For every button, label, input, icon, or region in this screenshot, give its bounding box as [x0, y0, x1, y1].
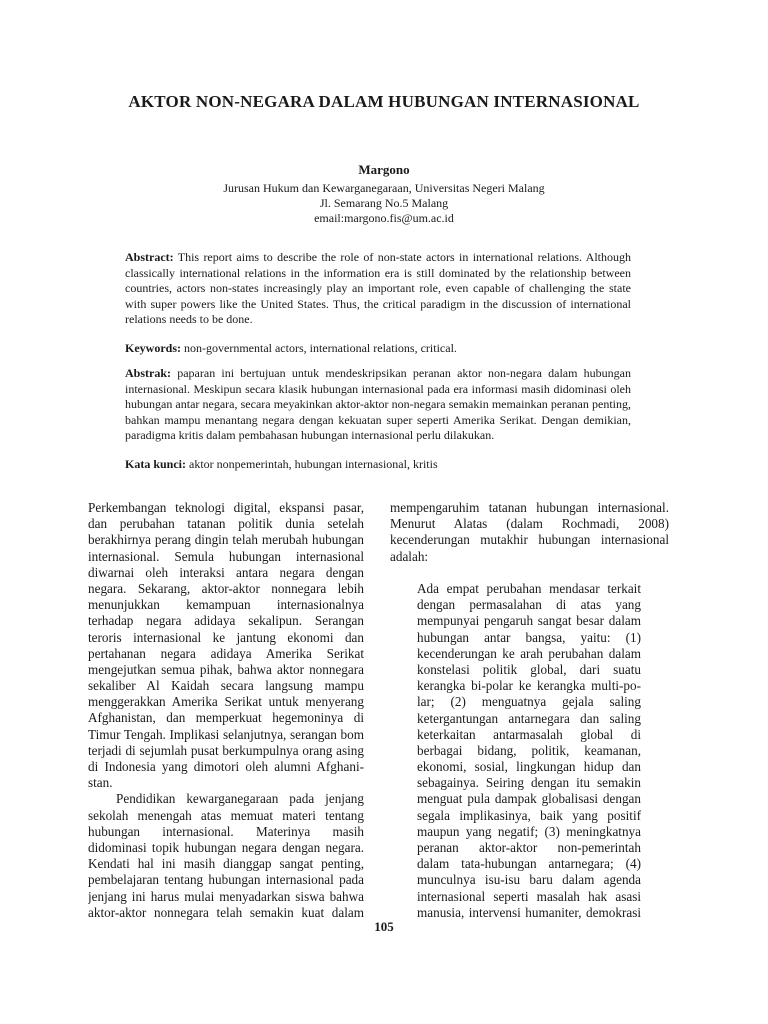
- abstrak-label: Abstrak:: [125, 366, 172, 380]
- abstrak-text: paparan ini bertujuan untuk mendeskripsikan peranan aktor non-negara dalam hubungan internasional. Meskipun secara klasik hubungan internasional pada era informasi masih didominasi oleh hubungan antar negara, secara meyakinkan aktor-aktor non-negara semakin memainkan peranan penting, bahkan mampu menantang negara dengan kekuatan super seperti Amerika Serikat. Dengan demikian, paradigma kritis dalam pembahasan hubungan internasional perlu dilakukan.: [125, 366, 631, 443]
- body-line: teroris internasional ke jantung ekonomi dan: [88, 629, 364, 645]
- paper-title: AKTOR NON-NEGARA DALAM HUBUNGAN INTERNASIONAL: [128, 92, 640, 111]
- quote-line: segala implikasinya, baik yang positif: [417, 807, 641, 823]
- quote-line: ketergantungan antarnegara dan saling: [417, 710, 641, 726]
- quote-line: mempunyai pengaruh sangat besar dalam: [417, 613, 641, 629]
- quote-line: Ada empat perubahan mendasar terkait: [417, 581, 641, 596]
- body-line: hubungan internasional. Materinya masih: [88, 823, 364, 839]
- abstract-label: Abstract:: [125, 250, 174, 264]
- quote-line: internasional seperti masalah hak asasi: [417, 888, 641, 904]
- keywords-text: non-governmental actors, international relations, critical.: [181, 341, 457, 355]
- quote-line: sebagainya. Seiring dengan itu semakin: [417, 775, 641, 791]
- affiliation-email: email:margono.fis@um.ac.id: [314, 211, 454, 225]
- body-line: sekaliber Al Kaidah secara langsung mampu: [88, 678, 364, 694]
- body-line: dan perubahan tatanan politik dunia setelah: [88, 516, 364, 532]
- abstract-text: This report aims to describe the role of non-state actors in international relations. Although classically international relations in the information era is still dominated by the relationship between countries, actors non-states increasingly play an important role, even capable of challenging the state with super powers like the United States. Thus, the critical paradigm in the discussion of international relations needs to be done.: [125, 250, 631, 327]
- block-quote: [417, 581, 641, 921]
- body-line: Menurut Alatas (dalam Rochmadi, 2008): [390, 516, 669, 532]
- keywords-id: [125, 457, 631, 473]
- body-line: mempengaruhim tatanan hubungan internasional.: [390, 500, 669, 515]
- body-line: negara. Sekarang, aktor-aktor nonnegara lebih: [88, 580, 364, 596]
- keywords-en: [125, 341, 631, 357]
- quote-line: berbagai bidang, politik, keamanan,: [417, 742, 641, 758]
- body-line: Pendidikan kewarganegaraan pada jenjang: [116, 791, 364, 807]
- body-line: internasional. Semula hubungan internasional: [88, 548, 364, 564]
- kata-kunci-label: Kata kunci:: [125, 457, 187, 471]
- quote-line: maupun yang negatif; (3) meningkatnya: [417, 823, 641, 839]
- left-column: [88, 500, 364, 921]
- body-line: Afghanistan, dan memperkuat hegemoninya di: [88, 710, 364, 726]
- affiliation-department: Jurusan Hukum dan Kewarganegaraan, Universitas Negeri Malang: [223, 181, 545, 195]
- quote-line: ekonomi, sosial, lingkungan hidup dan: [417, 759, 641, 775]
- body-line: terjadi di sejumlah pusat berkumpulnya orang asing: [88, 742, 364, 758]
- body-line: aktor-aktor nonnegara telah semakin kuat dalam: [88, 904, 364, 920]
- body-line: pertahanan negara adidaya Amerika Serikat: [88, 645, 364, 661]
- body-line: di Indonesia yang dimotori oleh alumni Afghani-: [88, 759, 364, 774]
- body-line: diwarnai oleh interaksi antara negara dengan: [88, 564, 364, 580]
- affiliation-address: Jl. Semarang No.5 Malang: [319, 196, 449, 210]
- body-line: menunjukkan kemampuan internasionalnya: [88, 597, 364, 613]
- quote-line: dengan permasalahan di atas yang: [417, 597, 641, 613]
- body-line: pembelajaran tentang hubungan internasional pada: [88, 872, 364, 888]
- quote-line: kecenderungan ke arah perubahan dalam: [417, 645, 641, 661]
- body-line: kecenderungan mutakhir hubungan internasional: [390, 532, 669, 548]
- abstract-en: [125, 250, 631, 328]
- quote-line: konstelasi politik global, dari suatu: [417, 661, 641, 677]
- quote-line: hubungan antar bangsa, yaitu: (1): [417, 629, 641, 645]
- author-name: Margono: [358, 162, 410, 177]
- body-line: Perkembangan teknologi digital, ekspansi pasar,: [88, 500, 364, 515]
- kata-kunci-text: aktor nonpemerintah, hubungan internasional, kritis: [186, 457, 438, 471]
- quote-line: menguat pula dampak globalisasi dengan: [417, 791, 641, 807]
- body-line: berakhirnya perang dingin telah merubah hubungan: [88, 532, 364, 548]
- quote-line: lar; (2) menguatnya gejala saling: [417, 694, 641, 710]
- body-line: didominasi topik hubungan negara dengan negara.: [88, 839, 364, 855]
- right-column: [390, 500, 669, 565]
- body-line: Timur Tengah. Implikasi selanjutnya, serangan bom: [88, 726, 364, 742]
- quote-line: dalam tata-hubungan antarnegara; (4): [417, 856, 641, 872]
- page-number: 105: [374, 919, 394, 934]
- quote-line: kerangka bi-polar ke kerangka multi-po-: [417, 678, 641, 694]
- quote-line: manusia, intervensi humaniter, demokrasi: [417, 904, 641, 920]
- body-line: Kendati hal ini masih dianggap sangat penting,: [88, 856, 364, 872]
- quote-line: munculnya isu-isu baru dalam agenda: [417, 872, 641, 888]
- body-line: terhadap negara adidaya sekalipun. Serangan: [88, 613, 364, 629]
- quote-line: peranan aktor-aktor non-pemerintah: [417, 840, 641, 855]
- keywords-label: Keywords:: [125, 341, 181, 355]
- body-line: adalah:: [390, 548, 429, 564]
- body-line: sekolah menengah atas memuat materi tentang: [88, 807, 364, 823]
- abstract-id: [125, 366, 631, 444]
- body-line: mengejutkan semua pihak, bahwa aktor nonnegara: [88, 661, 364, 677]
- body-line: stan.: [88, 775, 113, 791]
- quote-line: keterkaitan antarmasalah global di: [417, 726, 641, 742]
- body-line: jenjang ini harus mulai menyadarkan siswa bahwa: [88, 888, 364, 904]
- body-line: menggerakkan Amerika Serikat untuk menyerang: [88, 694, 364, 710]
